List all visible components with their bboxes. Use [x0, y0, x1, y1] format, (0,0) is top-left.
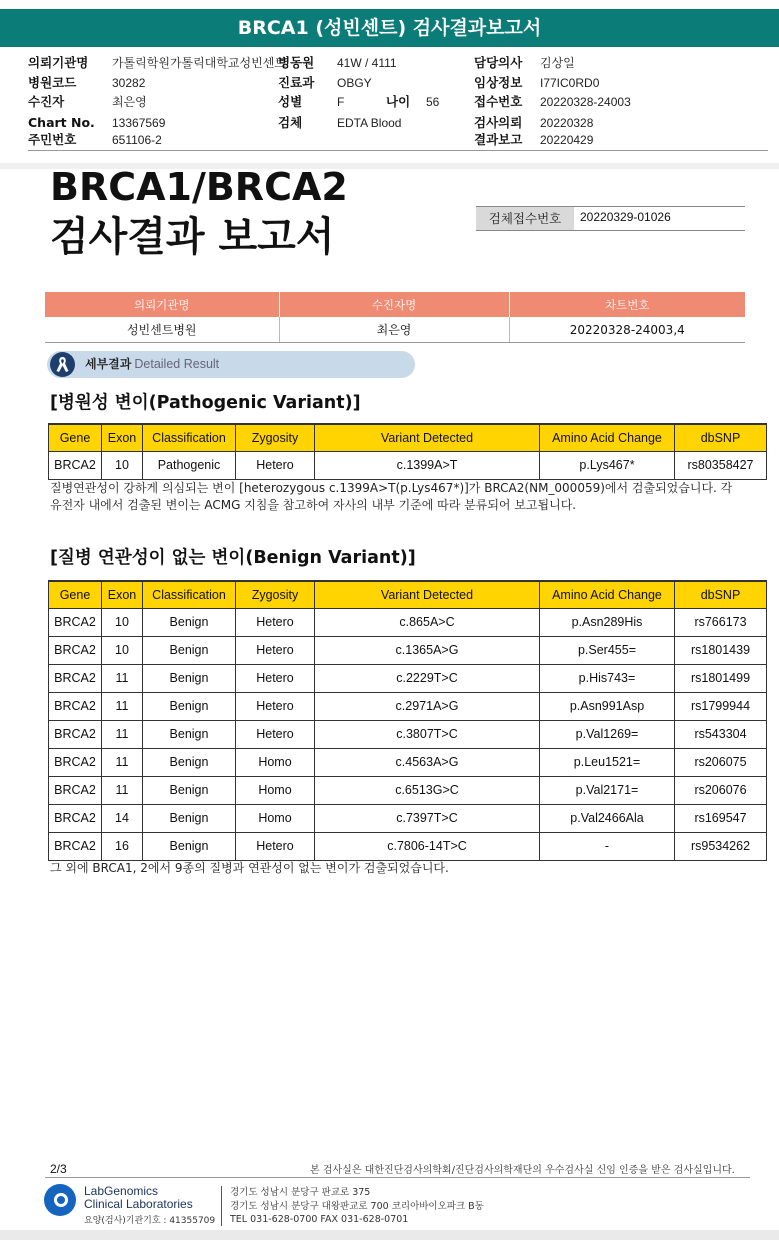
- detailed-result-label: [47, 351, 415, 378]
- column-header: dbSNP: [675, 581, 767, 608]
- table-cell: rs766173: [675, 608, 767, 636]
- info-value: 20220328-24003: [540, 95, 631, 109]
- table-cell: rs543304: [675, 720, 767, 748]
- table-cell: BRCA2: [49, 832, 102, 860]
- address-line: 경기도 성남시 분당구 대왕판교로 700 코리아바이오파크 B동: [230, 1200, 484, 1212]
- table-cell: p.Ser455=: [540, 636, 675, 664]
- institution-code: 요양(검사)기관기호 : 41355709: [84, 1216, 216, 1226]
- table-cell: c.7806-14T>C: [315, 832, 540, 860]
- address-line: 경기도 성남시 분당구 판교로 375: [230, 1187, 371, 1198]
- table-cell: Hetero: [236, 692, 315, 720]
- table-cell: p.Val1269=: [540, 720, 675, 748]
- table-cell: rs80358427: [675, 451, 767, 479]
- divider: [28, 150, 768, 151]
- column-header: Variant Detected: [315, 424, 540, 451]
- table-cell: 11: [102, 720, 143, 748]
- table-cell: p.Val2466Ala: [540, 804, 675, 832]
- column-header: Exon: [102, 581, 143, 608]
- info-label: 주민번호: [28, 132, 77, 147]
- info-value: I77IC0RD0: [540, 76, 600, 90]
- table-cell: Homo: [236, 776, 315, 804]
- note-line: 유전자 내에서 검출된 변이는 ACMG 지침을 참고하여 자사의 내부 기준에 따라 분류되어 보고됩니다.: [50, 498, 577, 512]
- table-cell: c.865A>C: [315, 608, 540, 636]
- table-cell: -: [540, 832, 675, 860]
- info-label: 검체: [278, 115, 303, 130]
- table-cell: rs206075: [675, 748, 767, 776]
- benign-note: 그 외에 BRCA1, 2에서 9종의 질병과 연관성이 없는 변이가 검출되었습니다.: [50, 861, 449, 875]
- column-header: Classification: [143, 581, 236, 608]
- table-cell: Hetero: [236, 451, 315, 479]
- table-header-row: [49, 424, 767, 451]
- table-cell: 10: [102, 608, 143, 636]
- column-header: Amino Acid Change: [540, 581, 675, 608]
- lab-logo-text: [84, 1185, 193, 1211]
- table-row: [49, 636, 767, 664]
- info-value: 651106-2: [112, 133, 162, 147]
- table-cell: BRCA2: [49, 748, 102, 776]
- table-row: [49, 832, 767, 860]
- table-cell: Benign: [143, 720, 236, 748]
- table-cell: p.Asn289His: [540, 608, 675, 636]
- table-cell: rs1801499: [675, 664, 767, 692]
- table-cell: c.2971A>G: [315, 692, 540, 720]
- table-cell: p.Lys467*: [540, 451, 675, 479]
- table-cell: rs9534262: [675, 832, 767, 860]
- table-row: [49, 720, 767, 748]
- table-cell: rs206076: [675, 776, 767, 804]
- table-cell: 11: [102, 748, 143, 776]
- ribbon-icon: [50, 352, 75, 377]
- column-header: Classification: [143, 424, 236, 451]
- info-label: Chart No.: [28, 115, 95, 130]
- table-cell: rs169547: [675, 804, 767, 832]
- info-value: 20220328: [540, 116, 594, 130]
- detailed-result-text: [85, 351, 219, 378]
- table-cell: 10: [102, 451, 143, 479]
- table-cell: BRCA2: [49, 776, 102, 804]
- info-label: 성별: [278, 94, 303, 109]
- table-cell: Benign: [143, 692, 236, 720]
- info-value: F: [337, 95, 345, 109]
- table-cell: 11: [102, 692, 143, 720]
- table-cell: BRCA2: [49, 804, 102, 832]
- info-label: 임상정보: [474, 75, 523, 90]
- labgenomics-logo-icon: [44, 1184, 76, 1216]
- table-cell: rs1801439: [675, 636, 767, 664]
- note-line: 질병연관성이 강하게 의심되는 변이 [heterozygous c.1399A>T(p.Lys467*)]가 BRCA2(NM_000059)에서 검출되었습니다. 각: [50, 481, 733, 495]
- column-header: Exon: [102, 424, 143, 451]
- table-row: [49, 692, 767, 720]
- info-label: 수진자: [28, 94, 65, 109]
- column-header: Zygosity: [236, 581, 315, 608]
- summary-header: 의뢰기관명: [45, 292, 279, 317]
- table-cell: BRCA2: [49, 692, 102, 720]
- table-cell: BRCA2: [49, 608, 102, 636]
- info-label: 담당의사: [474, 55, 523, 70]
- table-cell: Pathogenic: [143, 451, 236, 479]
- divider: [45, 1177, 750, 1178]
- table-cell: c.2229T>C: [315, 664, 540, 692]
- receipt-label: 검체접수번호: [476, 207, 574, 230]
- info-label: 접수번호: [474, 94, 523, 109]
- report-title: [50, 166, 348, 260]
- column-header: Gene: [49, 424, 102, 451]
- table-cell: p.Leu1521=: [540, 748, 675, 776]
- table-cell: 10: [102, 636, 143, 664]
- lab-address: [230, 1186, 484, 1227]
- column-header: Zygosity: [236, 424, 315, 451]
- report-title-line1: BRCA1/BRCA2: [50, 165, 348, 209]
- table-row: [49, 608, 767, 636]
- table-row: [49, 664, 767, 692]
- benign-table: [48, 580, 767, 861]
- table-cell: 11: [102, 776, 143, 804]
- summary-header: 수진자명: [279, 292, 509, 317]
- table-cell: BRCA2: [49, 636, 102, 664]
- table-header-row: [49, 581, 767, 608]
- table-cell: Hetero: [236, 636, 315, 664]
- info-value: EDTA Blood: [337, 116, 402, 130]
- certification-note: 본 검사실은 대한진단검사의학회/진단검사의학재단의 우수검사실 신임 인증을 받은 검사실입니다.: [310, 1165, 735, 1176]
- info-value: 13367569: [112, 116, 166, 130]
- table-row: [49, 776, 767, 804]
- table-cell: p.Asn991Asp: [540, 692, 675, 720]
- table-row: [49, 451, 767, 479]
- info-label: 진료과: [278, 75, 315, 90]
- table-cell: p.Val2171=: [540, 776, 675, 804]
- info-value: 최은영: [112, 95, 147, 109]
- table-cell: 16: [102, 832, 143, 860]
- table-cell: c.6513G>C: [315, 776, 540, 804]
- table-cell: Benign: [143, 608, 236, 636]
- table-cell: c.4563A>G: [315, 748, 540, 776]
- summary-table: [45, 292, 745, 343]
- summary-value: 최은영: [279, 317, 509, 342]
- table-cell: c.7397T>C: [315, 804, 540, 832]
- table-cell: BRCA2: [49, 664, 102, 692]
- table-cell: BRCA2: [49, 451, 102, 479]
- report-header-title: BRCA1 (성빈센트) 검사결과보고서: [0, 9, 779, 47]
- table-cell: BRCA2: [49, 720, 102, 748]
- table-cell: Benign: [143, 832, 236, 860]
- summary-value: 성빈센트병원: [126, 323, 197, 337]
- info-label: 결과보고: [474, 132, 523, 147]
- page-break: [0, 1230, 779, 1240]
- table-cell: Benign: [143, 776, 236, 804]
- column-header: dbSNP: [675, 424, 767, 451]
- info-value: 30282: [112, 76, 146, 90]
- pathogenic-table: [48, 423, 767, 480]
- info-label: 의뢰기관명: [28, 55, 89, 70]
- table-cell: Homo: [236, 748, 315, 776]
- info-value: 41W / 4111: [337, 56, 397, 70]
- table-cell: Homo: [236, 804, 315, 832]
- summary-header: 차트번호: [509, 292, 745, 317]
- table-cell: Hetero: [236, 608, 315, 636]
- info-value: 56: [426, 95, 440, 109]
- info-label: 병동원: [278, 55, 315, 70]
- logo-line: Clinical Laboratories: [84, 1197, 193, 1211]
- table-cell: rs1799944: [675, 692, 767, 720]
- receipt-value: 20220329-01026: [580, 210, 671, 224]
- table-cell: Benign: [143, 664, 236, 692]
- table-cell: Benign: [143, 804, 236, 832]
- table-cell: Hetero: [236, 664, 315, 692]
- pathogenic-heading: [병원성 변이(Pathogenic Variant)]: [50, 393, 361, 413]
- summary-value: 20220328-24003,4: [509, 317, 745, 342]
- column-header: Variant Detected: [315, 581, 540, 608]
- info-value: 가톨릭학원가톨릭대학교성빈센트: [112, 56, 286, 70]
- table-cell: Benign: [143, 748, 236, 776]
- info-label: 병원코드: [28, 75, 77, 90]
- column-header: Gene: [49, 581, 102, 608]
- table-cell: Hetero: [236, 720, 315, 748]
- table-cell: c.3807T>C: [315, 720, 540, 748]
- report-title-line2: 검사결과 보고서: [50, 213, 335, 260]
- info-label: 검사의뢰: [474, 115, 523, 130]
- detail-label-ko: 세부결과: [85, 357, 132, 371]
- info-value: OBGY: [337, 76, 372, 90]
- pathogenic-note: [50, 480, 732, 514]
- table-cell: c.1399A>T: [315, 451, 540, 479]
- table-cell: c.1365A>G: [315, 636, 540, 664]
- page-number: 2/3: [50, 1162, 67, 1176]
- info-label: 나이: [386, 94, 411, 109]
- divider: [221, 1186, 222, 1226]
- benign-heading: [질병 연관성이 없는 변이(Benign Variant)]: [50, 548, 416, 568]
- column-header: Amino Acid Change: [540, 424, 675, 451]
- table-row: [49, 748, 767, 776]
- table-cell: 11: [102, 664, 143, 692]
- address-line: TEL 031-628-0700 FAX 031-628-0701: [230, 1214, 409, 1225]
- logo-line: LabGenomics: [84, 1184, 159, 1198]
- info-value: 20220429: [540, 133, 594, 147]
- table-row: [49, 804, 767, 832]
- table-cell: 14: [102, 804, 143, 832]
- table-cell: Hetero: [236, 832, 315, 860]
- table-cell: Benign: [143, 636, 236, 664]
- info-value: 김상일: [540, 56, 575, 70]
- receipt-number: [476, 206, 745, 231]
- detail-label-en: Detailed Result: [134, 357, 220, 371]
- table-cell: p.His743=: [540, 664, 675, 692]
